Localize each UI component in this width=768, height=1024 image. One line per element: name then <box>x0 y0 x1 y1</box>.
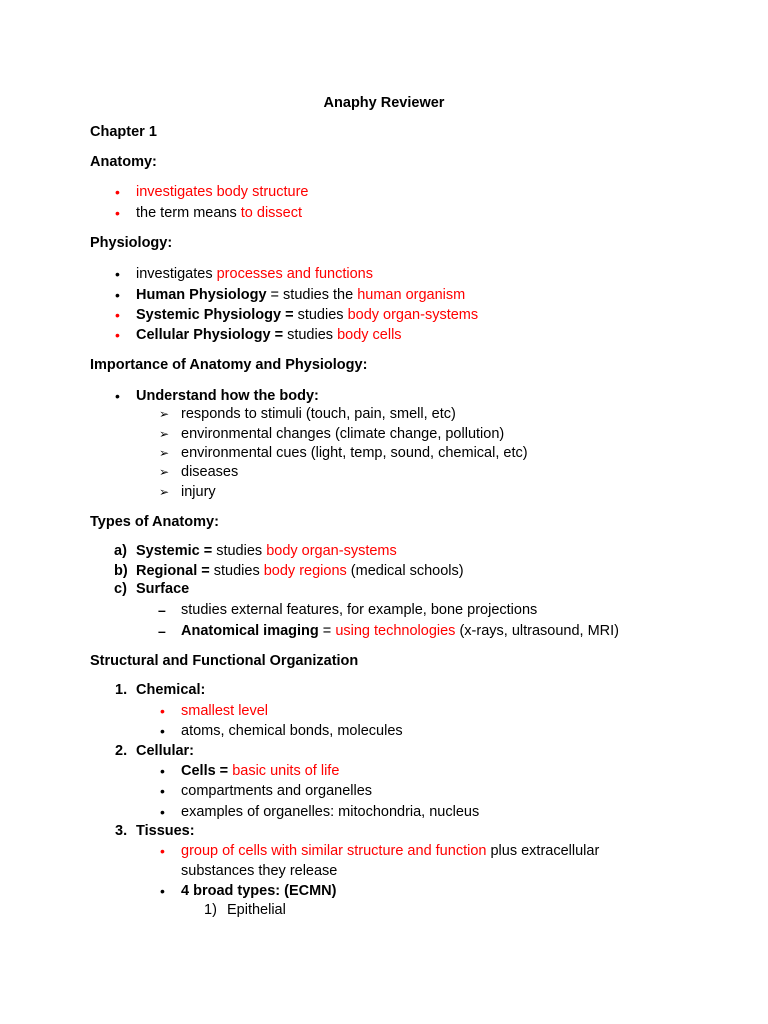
anatomy-item-1: investigates body structure <box>136 184 309 200</box>
bullet-icon <box>115 387 120 405</box>
physiology-item-3 <box>136 306 478 324</box>
physiology-item-4-text: studies <box>283 327 338 343</box>
bullet-icon <box>115 204 120 222</box>
importance-sub-item: responds to stimuli (touch, pain, smell, etc) <box>181 406 456 422</box>
types-item-c: Surface <box>136 581 190 597</box>
list-marker: 1. <box>115 682 128 698</box>
arrow-bullet-icon: ➢ <box>159 446 170 460</box>
list-marker: a) <box>114 543 127 559</box>
list-marker: 1) <box>204 902 217 918</box>
importance-sub-item: diseases <box>181 464 239 480</box>
importance-sub-item: injury <box>181 484 216 500</box>
physiology-item-4-highlight: body cells <box>337 327 402 343</box>
structural-item-1-sub-1: smallest level <box>181 703 269 719</box>
types-item-c-sub-2-term: Anatomical imaging <box>181 623 319 639</box>
structural-item-3: Tissues: <box>136 823 195 839</box>
physiology-item-4-term: Cellular Physiology = <box>136 327 284 343</box>
types-item-b-note: (medical schools) <box>346 563 464 579</box>
structural-item-1: Chemical: <box>136 682 206 698</box>
structural-item-3-sub-2: 4 broad types: (ECMN) <box>181 883 337 899</box>
physiology-item-1-highlight: processes and functions <box>216 266 373 282</box>
physiology-item-3-text: studies <box>293 307 348 323</box>
arrow-bullet-icon: ➢ <box>159 465 170 479</box>
arrow-bullet-icon: ➢ <box>159 485 170 499</box>
bullet-icon <box>160 842 165 860</box>
list-marker: 2. <box>115 743 128 759</box>
bullet-icon <box>115 183 120 201</box>
types-item-a <box>136 542 397 560</box>
structural-item-3-sub-1-continued: substances they release <box>181 863 338 879</box>
types-heading: Types of Anatomy: <box>90 514 219 530</box>
types-item-b <box>136 562 464 580</box>
bullet-icon <box>115 265 120 283</box>
types-item-c-sub-2 <box>181 622 619 640</box>
arrow-bullet-icon: ➢ <box>159 407 170 421</box>
types-item-b-highlight: body regions <box>263 563 347 579</box>
bullet-icon <box>160 882 165 900</box>
structural-item-2-sub-1-term: Cells = <box>181 763 229 779</box>
structural-item-3-sub-2-item-1: Epithelial <box>227 902 286 918</box>
physiology-item-2-highlight: human organism <box>357 287 466 303</box>
types-item-b-text: studies <box>209 563 264 579</box>
bullet-icon <box>115 286 120 304</box>
types-item-c-sub-2-note: (x-rays, ultrasound, MRI) <box>455 623 620 639</box>
anatomy-item-2 <box>136 204 302 222</box>
structural-item-2: Cellular: <box>136 743 195 759</box>
structural-item-2-sub-1 <box>181 762 339 780</box>
page-title: Anaphy Reviewer <box>323 95 445 111</box>
physiology-heading: Physiology: <box>90 235 173 251</box>
types-item-a-highlight: body organ-systems <box>266 543 397 559</box>
dash-bullet-icon: – <box>158 602 166 618</box>
physiology-item-1-text: investigates <box>136 266 217 282</box>
chapter-heading: Chapter 1 <box>90 124 157 140</box>
types-item-c-sub-2-highlight: using technologies <box>335 623 456 639</box>
structural-item-2-sub-2: compartments and organelles <box>181 783 373 799</box>
anatomy-item-2-text: the term means <box>136 205 241 221</box>
structural-item-3-sub-1-text: plus extracellular <box>486 843 600 859</box>
anatomy-item-2-highlight: to dissect <box>240 205 303 221</box>
bullet-icon <box>115 306 120 324</box>
structural-heading: Structural and Functional Organization <box>90 653 359 669</box>
structural-item-1-sub-2: atoms, chemical bonds, molecules <box>181 723 403 739</box>
arrow-bullet-icon: ➢ <box>159 427 170 441</box>
types-item-c-sub-2-text: = <box>318 623 336 639</box>
list-marker: b) <box>114 563 128 579</box>
structural-item-3-sub-1 <box>181 842 599 860</box>
bullet-icon <box>160 702 165 720</box>
bullet-icon <box>160 762 165 780</box>
physiology-item-2-term: Human Physiology <box>136 287 267 303</box>
importance-sub-item: environmental changes (climate change, pollution) <box>181 426 505 442</box>
physiology-item-1 <box>136 265 373 283</box>
types-item-b-term: Regional = <box>136 563 210 579</box>
physiology-item-2 <box>136 286 465 304</box>
importance-item-1: Understand how the body: <box>136 388 319 404</box>
physiology-item-3-highlight: body organ-systems <box>347 307 479 323</box>
types-item-c-sub-1: studies external features, for example, bone projections <box>181 602 538 618</box>
physiology-item-2-text: = studies the <box>266 287 358 303</box>
bullet-icon <box>115 326 120 344</box>
bullet-icon <box>160 722 165 740</box>
list-marker: c) <box>114 581 127 597</box>
physiology-item-3-term: Systemic Physiology = <box>136 307 294 323</box>
importance-heading: Importance of Anatomy and Physiology: <box>90 357 368 373</box>
bullet-icon <box>160 782 165 800</box>
structural-item-3-sub-1-highlight: group of cells with similar structure and function <box>181 843 487 859</box>
list-marker: 3. <box>115 823 128 839</box>
anatomy-heading: Anatomy: <box>90 154 157 170</box>
physiology-item-4 <box>136 326 402 344</box>
importance-sub-item: environmental cues (light, temp, sound, chemical, etc) <box>181 445 528 461</box>
bullet-icon <box>160 803 165 821</box>
types-item-a-text: studies <box>212 543 267 559</box>
dash-bullet-icon: – <box>158 623 166 639</box>
structural-item-2-sub-1-highlight: basic units of life <box>232 763 340 779</box>
types-item-a-term: Systemic = <box>136 543 213 559</box>
structural-item-2-sub-3: examples of organelles: mitochondria, nucleus <box>181 804 480 820</box>
